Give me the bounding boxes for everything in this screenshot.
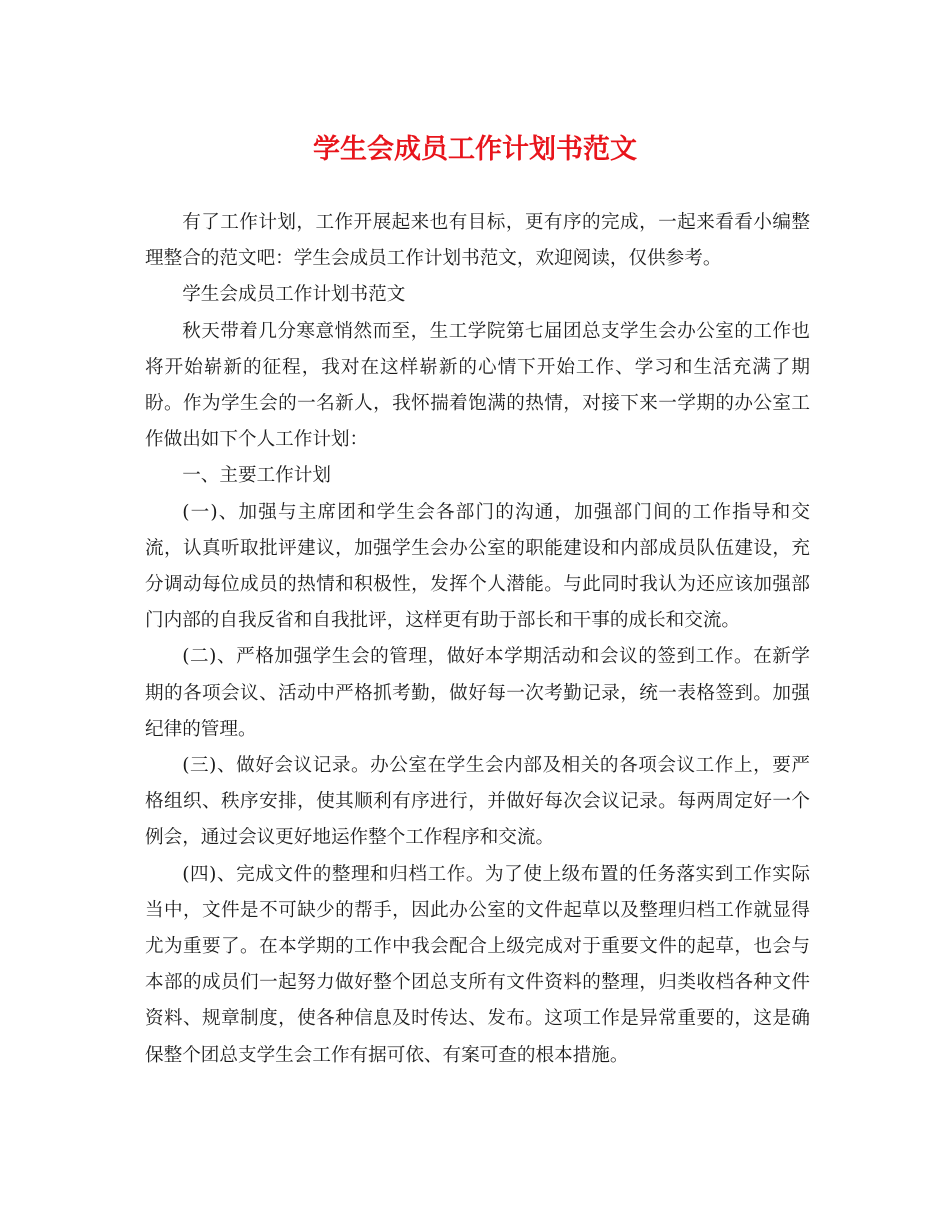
paragraph-opening: 秋天带着几分寒意悄然而至，生工学院第七届团总支学生会办公室的工作也将开始崭新的征程，我对在这样崭新的心情下开始工作、学习和生活充满了期盼。作为学生会的一名新人，我怀揣着饱满的热情，对接下来一学期的办公室工作做出如下个人工作计划： (145, 320, 810, 451)
paragraph-item-3: (三)、做好会议记录。办公室在学生会内部及相关的各项会议工作上，要严格组织、秩序安排，使其顺利有序进行，并做好每次会议记录。每两周定好一个例会，通过会议更好地运作整个工作程序和交流。 (145, 755, 810, 849)
paragraph-item-1: (一)、加强与主席团和学生会各部门的沟通，加强部门间的工作指导和交流，认真听取批评建议，加强学生会办公室的职能建设和内部成员队伍建设，充分调动每位成员的热情和积极性，发挥个人潜能。与此同时我认为还应该加强部门内部的自我反省和自我批评，这样更有助于部长和干事的成长和交流。 (145, 501, 810, 632)
document-body (145, 205, 810, 1074)
paragraph-item-4: (四)、完成文件的整理和归档工作。为了使上级布置的任务落实到工作实际当中，文件是不可缺少的帮手，因此办公室的文件起草以及整理归档工作就显得尤为重要了。在本学期的工作中我会配合上级完成对于重要文件的起草，也会与本部的成员们一起努力做好整个团总支所有文件资料的整理，归类收档各种文件资料、规章制度，使各种信息及时传达、发布。这项工作是异常重要的，这是确保整个团总支学生会工作有据可依、有案可查的根本措施。 (145, 863, 810, 1066)
paragraph-intro: 有了工作计划，工作开展起来也有目标，更有序的完成，一起来看看小编整理整合的范文吧：学生会成员工作计划书范文，欢迎阅读，仅供参考。 (145, 212, 810, 270)
document-title: 学生会成员工作计划书范文 (313, 134, 637, 165)
paragraph-item-2: (二)、严格加强学生会的管理，做好本学期活动和会议的签到工作。在新学期的各项会议、活动中严格抓考勤，做好每一次考勤记录，统一表格签到。加强纪律的管理。 (145, 646, 810, 740)
section-heading-main-plan: 一、主要工作计划 (182, 465, 331, 487)
paragraph-subtitle: 学生会成员工作计划书范文 (182, 284, 406, 306)
